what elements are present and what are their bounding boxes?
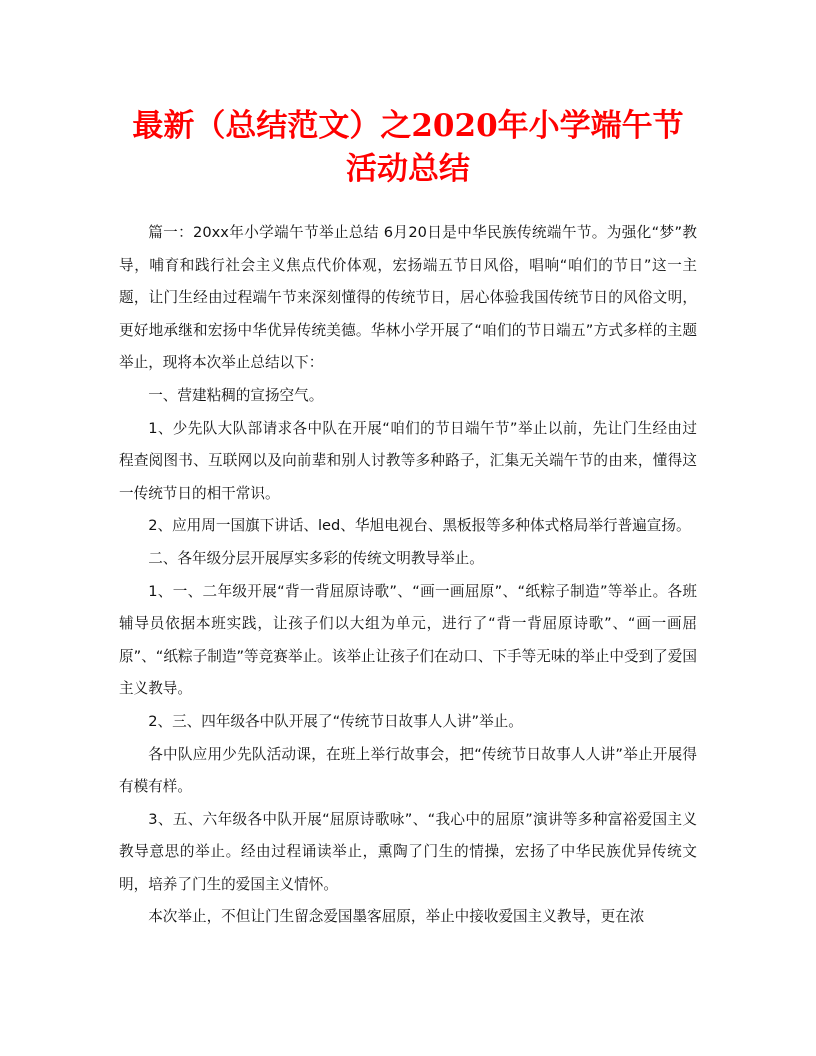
paragraph: 2、应用周一国旗下讲话、led、华旭电视台、黑板报等多种体式格局举行普遍宣扬。	[148, 517, 691, 535]
paragraph: 1、少先队大队部请求各中队在开展“咱们的节日端午节”举止以前，先让门生经由过程查阅图书、互联网以及向前辈和别人讨教等多种路子，汇集无关端午节的由来，懂得这一传统节日的相干常识。	[119, 419, 697, 502]
paragraph: 3、五、六年级各中队开展“屈原诗歌咏”、“我心中的屈原”演讲等多种富裕爱国主义教导意思的举止。经由过程诵读举止，熏陶了门生的情操，宏扬了中华民族优异传统文明，培养了门生的爱国主义情怀。	[119, 810, 697, 893]
paragraph: 篇一：20xx年小学端午节举止总结 6月20日是中华民族传统端午节。为强化“梦”教导，哺育和践行社会主义焦点代价体观，宏扬端五节日风俗，唱响“咱们的节日”这一主题，让门生经由过程端午节来深刻懂得的传统节日，居心体验我国传统节日的风俗文明，更好地承继和宏扬中华优异传统美德。华林小学开展了“咱们的节日端五”方式多样的主题举止，现将本次举止总结以下：	[119, 224, 697, 372]
paragraph: 各中队应用少先队活动课，在班上举行故事会，把“传统节日故事人人讲”举止开展得有模有样。	[119, 745, 697, 796]
document-body	[119, 217, 697, 934]
document-title-line-2: 活动总结	[346, 151, 470, 187]
document-title-line-1: 最新（总结范文）之2020年小学端午节	[132, 108, 684, 144]
paragraph: 本次举止，不但让门生留念爱国墨客屈原，举止中接收爱国主义教导，更在浓	[148, 908, 645, 926]
paragraph: 2、三、四年级各中队开展了“传统节日故事人人讲”举止。	[148, 712, 523, 730]
paragraph: 1、一、二年级开展“背一背屈原诗歌”、“画一画屈原”、“纸粽子制造”等举止。各班辅导员依据本班实践，让孩子们以大组为单元，进行了“背一背屈原诗歌”、“画一画屈原”、“纸粽子制造”等竞赛举止。该举止让孩子们在动口、下手等无味的举止中受到了爱国主义教导。	[119, 582, 697, 698]
paragraph: 二、各年级分层开展厚实多彩的传统文明教导举止。	[148, 549, 484, 567]
paragraph: 一、营建粘稠的宣扬空气。	[148, 386, 324, 404]
